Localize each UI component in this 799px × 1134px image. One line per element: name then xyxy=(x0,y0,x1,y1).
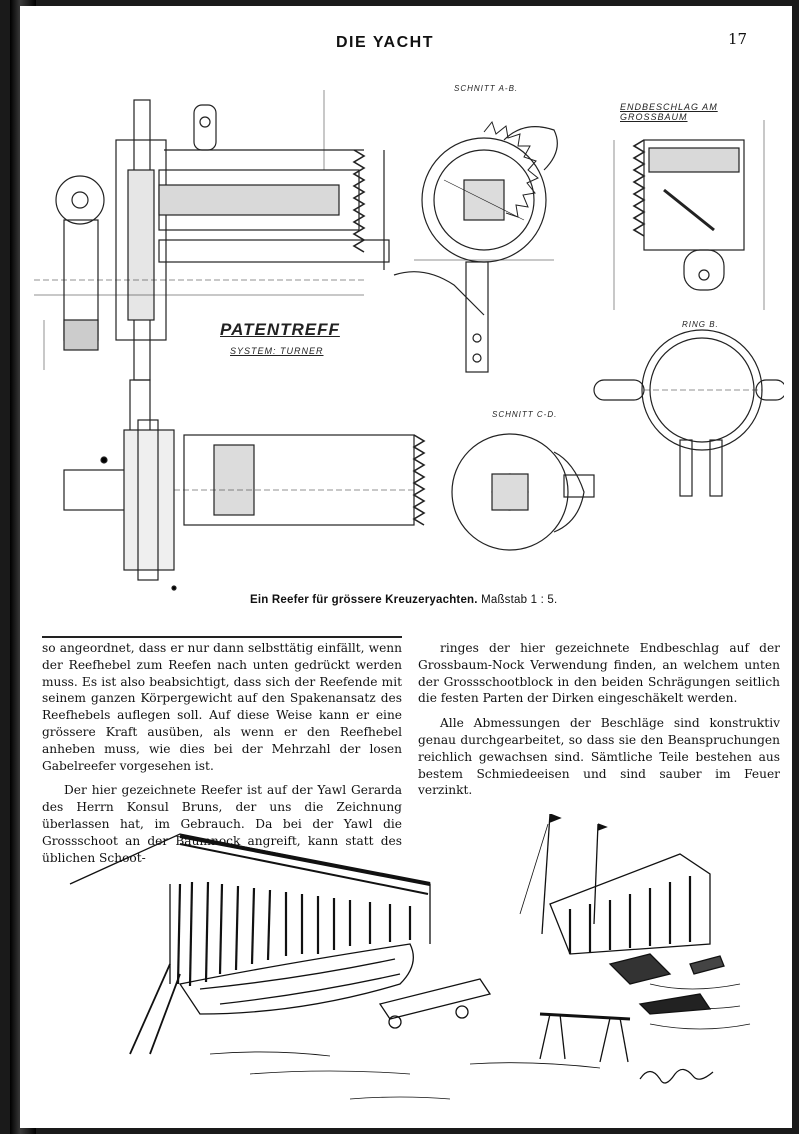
caption-text: Ein Reefer für grössere Kreuzeryachten. xyxy=(250,594,478,606)
drawing-subtitle: SYSTEM: TURNER xyxy=(230,346,324,356)
label-section-cd: SCHNITT C-D. xyxy=(492,410,558,419)
label-section-ab: SCHNITT A-B. xyxy=(454,84,519,93)
figure-caption xyxy=(250,594,557,606)
drawing-title: PATENTREFF xyxy=(220,320,340,339)
page xyxy=(20,6,792,1128)
paragraph: so angeordnet, dass er nur dann selbsttätig einfällt, wenn der Reefhebel zum Reefen nach unten gedrückt werden muss. Es ist also beabsichtigt, dass sich der Reefende mit seinem ganzen Körpergewicht auf den Spakenansatz des Reefhebels auflegen soll. Auf diese Weise kann er eine grössere Kraft ausüben, als wenn er den Reefhebel anheben muss, wie dies bei der Mehrzahl der losen Gabelreefer vorgesehen ist. xyxy=(42,641,402,773)
boatyard-sketch xyxy=(50,814,790,1114)
paragraph: ringes der hier gezeichnete Endbeschlag auf der Grossbaum-Nock Verwendung finden, an welchem unten der Grossschootblock in den beiden Schrägungen seitlich die festen Parten der Dirken eingeschäkelt werden. xyxy=(418,641,780,706)
caption-scale: Maßstab 1 : 5. xyxy=(481,594,558,606)
reefer-plan-view xyxy=(64,420,424,590)
column-rule xyxy=(42,636,402,638)
section-ab-ratchet xyxy=(394,122,557,372)
label-ring-b: RING B. xyxy=(682,320,719,329)
technical-drawing xyxy=(34,80,784,600)
running-title: DIE YACHT xyxy=(336,34,434,51)
paragraph: Der hier gezeichnete Reefer ist auf der Yawl Gerarda des Herrn Konsul Bruns, der uns die Zeichnung überlassen hat, im Gebrauch. Da bei der Yawl die Grossschoot an der Baumnock angreift, kann statt des üblichen Schoot- xyxy=(42,783,402,865)
section-cd-view xyxy=(452,434,594,550)
paragraph: Alle Abmessungen der Beschläge sind konstruktiv genau durchgearbeitet, so dass sie den Beanspruchungen reichlich gewachsen sind. Sämtliche Teile bestehen aus bestem Schmiedeeisen und sind sauber im Feuer verzinkt. xyxy=(418,716,780,798)
ring-b-view xyxy=(594,330,784,496)
page-number: 17 xyxy=(728,30,748,48)
end-fitting-view xyxy=(614,120,764,310)
reefer-side-view xyxy=(34,90,389,450)
article-column-right xyxy=(418,640,780,807)
label-end-fitting: ENDBESCHLAG AM GROSSBAUM xyxy=(620,102,718,122)
